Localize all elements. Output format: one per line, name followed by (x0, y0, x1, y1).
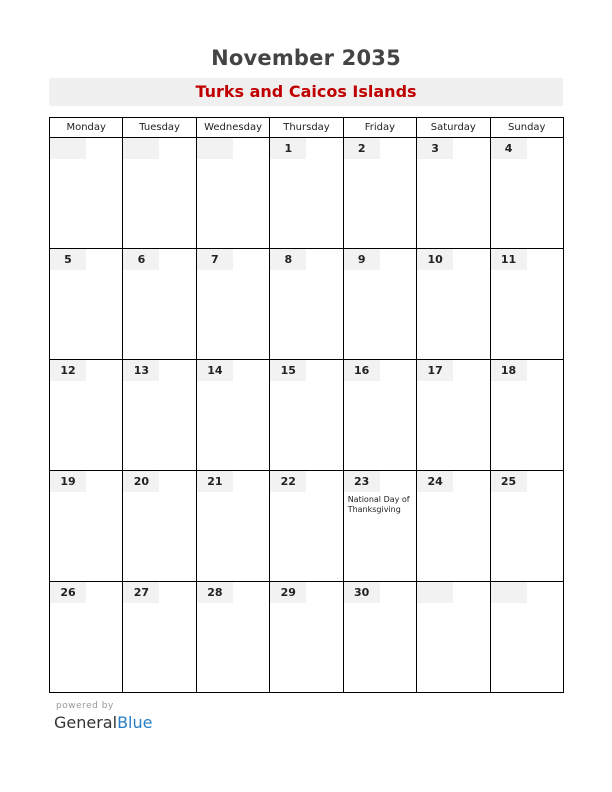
day-cell (196, 249, 269, 360)
day-number: 21 (197, 471, 233, 492)
empty-day-badge (491, 582, 527, 603)
weekday-saturday: Saturday (417, 118, 490, 138)
day-cell (343, 360, 416, 471)
day-number: 15 (270, 360, 306, 381)
day-number: 30 (344, 582, 380, 603)
day-number: 26 (50, 582, 86, 603)
day-number: 6 (123, 249, 159, 270)
day-cell (343, 138, 416, 249)
week-row (50, 360, 564, 471)
week-row (50, 582, 564, 693)
day-cell (270, 138, 343, 249)
holiday-event: National Day of Thanksgiving (347, 495, 410, 514)
day-cell (270, 249, 343, 360)
day-number: 10 (417, 249, 453, 270)
day-number: 25 (491, 471, 527, 492)
day-cell (50, 471, 123, 582)
day-number: 18 (491, 360, 527, 381)
empty-day-badge (197, 138, 233, 159)
day-cell (123, 249, 196, 360)
week-row (50, 471, 564, 582)
day-cell (196, 138, 269, 249)
brand-blue-text: Blue (117, 713, 153, 732)
day-number: 2 (344, 138, 380, 159)
day-number: 20 (123, 471, 159, 492)
day-cell (50, 138, 123, 249)
day-number: 16 (344, 360, 380, 381)
day-cell (270, 471, 343, 582)
day-cell (417, 582, 490, 693)
day-cell (490, 582, 563, 693)
brand-general-text: General (54, 713, 118, 732)
day-cell (490, 249, 563, 360)
day-cell (417, 249, 490, 360)
day-number: 1 (270, 138, 306, 159)
day-number: 24 (417, 471, 453, 492)
empty-day-badge (417, 582, 453, 603)
generalblue-logo[interactable] (54, 713, 152, 732)
day-cell (270, 360, 343, 471)
day-number: 14 (197, 360, 233, 381)
day-number: 11 (491, 249, 527, 270)
empty-day-badge (123, 138, 159, 159)
day-number: 19 (50, 471, 86, 492)
day-number: 28 (197, 582, 233, 603)
day-cell (50, 360, 123, 471)
day-number: 29 (270, 582, 306, 603)
weekday-sunday: Sunday (490, 118, 563, 138)
weekday-header-row (50, 118, 564, 138)
weekday-tuesday: Tuesday (123, 118, 196, 138)
day-number: 7 (197, 249, 233, 270)
empty-day-badge (50, 138, 86, 159)
week-row (50, 138, 564, 249)
day-number: 22 (270, 471, 306, 492)
day-cell (50, 582, 123, 693)
day-cell (123, 471, 196, 582)
weekday-friday: Friday (343, 118, 416, 138)
page-title: November 2035 (211, 46, 401, 70)
day-cell (196, 471, 269, 582)
day-cell (417, 471, 490, 582)
day-cell (123, 360, 196, 471)
day-number: 3 (417, 138, 453, 159)
day-cell (343, 249, 416, 360)
day-number: 17 (417, 360, 453, 381)
day-number: 23 (344, 471, 380, 492)
day-cell (417, 360, 490, 471)
day-cell (123, 582, 196, 693)
week-row (50, 249, 564, 360)
day-cell (196, 582, 269, 693)
day-cell (343, 471, 416, 582)
country-name: Turks and Caicos Islands (49, 78, 563, 106)
weekday-thursday: Thursday (270, 118, 343, 138)
day-cell (123, 138, 196, 249)
day-cell (417, 138, 490, 249)
day-number: 5 (50, 249, 86, 270)
day-cell (490, 360, 563, 471)
powered-by-label: powered by (56, 701, 114, 711)
day-cell (343, 582, 416, 693)
calendar-grid (49, 117, 564, 693)
day-cell (490, 471, 563, 582)
weekday-wednesday: Wednesday (196, 118, 269, 138)
day-cell (50, 249, 123, 360)
day-number: 9 (344, 249, 380, 270)
day-number: 4 (491, 138, 527, 159)
day-cell (270, 582, 343, 693)
day-cell (490, 138, 563, 249)
day-number: 13 (123, 360, 159, 381)
day-number: 27 (123, 582, 159, 603)
weekday-monday: Monday (50, 118, 123, 138)
day-number: 8 (270, 249, 306, 270)
day-number: 12 (50, 360, 86, 381)
day-cell (196, 360, 269, 471)
